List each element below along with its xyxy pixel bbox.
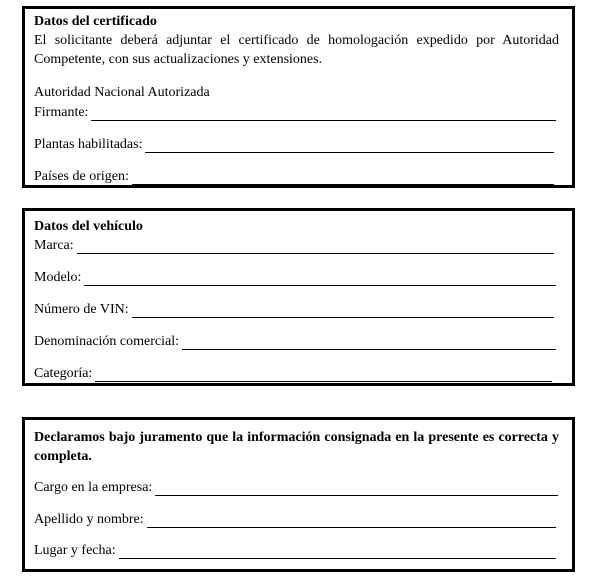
signer-input-line[interactable]	[91, 106, 556, 121]
company-position-label: Cargo en la empresa:	[34, 480, 153, 495]
full-name-label: Apellido y nombre:	[34, 512, 144, 527]
place-date-label: Lugar y fecha:	[34, 543, 116, 558]
model-input-line[interactable]	[84, 271, 556, 286]
sworn-declaration-section	[22, 417, 575, 572]
model-label: Modelo:	[34, 270, 82, 285]
full-name-input-line[interactable]	[147, 513, 556, 528]
vehicle-section-title: Datos del vehículo	[34, 219, 143, 234]
authority-label: Autoridad Nacional Autorizada	[34, 85, 210, 100]
commercial-name-label: Denominación comercial:	[34, 334, 179, 349]
enabled-plants-label: Plantas habilitadas:	[34, 137, 143, 152]
brand-input-line[interactable]	[77, 239, 554, 254]
countries-of-origin-field[interactable]	[34, 169, 554, 185]
company-position-field[interactable]	[34, 480, 558, 496]
signer-label: Firmante:	[34, 105, 89, 120]
countries-of-origin-input-line[interactable]	[132, 170, 554, 185]
enabled-plants-field[interactable]	[34, 137, 554, 153]
vin-field[interactable]	[34, 302, 554, 318]
countries-of-origin-label: Países de origen:	[34, 169, 129, 184]
brand-label: Marca:	[34, 238, 74, 253]
category-input-line[interactable]	[95, 367, 552, 382]
certificate-instructions: El solicitante deberá adjuntar el certificado de homologación expedido por Autoridad Competente, con sus actualizaciones y extensiones.	[34, 33, 559, 67]
place-date-input-line[interactable]	[119, 544, 556, 559]
sworn-declaration-text: Declaramos bajo juramento que la información consignada en la presente es correcta y completa.	[34, 430, 559, 464]
certificate-data-section	[22, 6, 575, 188]
enabled-plants-input-line[interactable]	[145, 138, 554, 153]
full-name-field[interactable]	[34, 512, 556, 528]
category-label: Categoría:	[34, 366, 93, 381]
model-field[interactable]	[34, 270, 556, 286]
vin-label: Número de VIN:	[34, 302, 129, 317]
commercial-name-field[interactable]	[34, 334, 556, 350]
company-position-input-line[interactable]	[155, 481, 558, 496]
brand-field[interactable]	[34, 238, 554, 254]
commercial-name-input-line[interactable]	[182, 335, 556, 350]
vehicle-data-section	[22, 208, 575, 386]
signer-field[interactable]	[34, 105, 556, 121]
vin-input-line[interactable]	[132, 303, 554, 318]
certificate-section-title: Datos del certificado	[34, 14, 157, 29]
place-date-field[interactable]	[34, 543, 556, 559]
category-field[interactable]	[34, 366, 552, 382]
